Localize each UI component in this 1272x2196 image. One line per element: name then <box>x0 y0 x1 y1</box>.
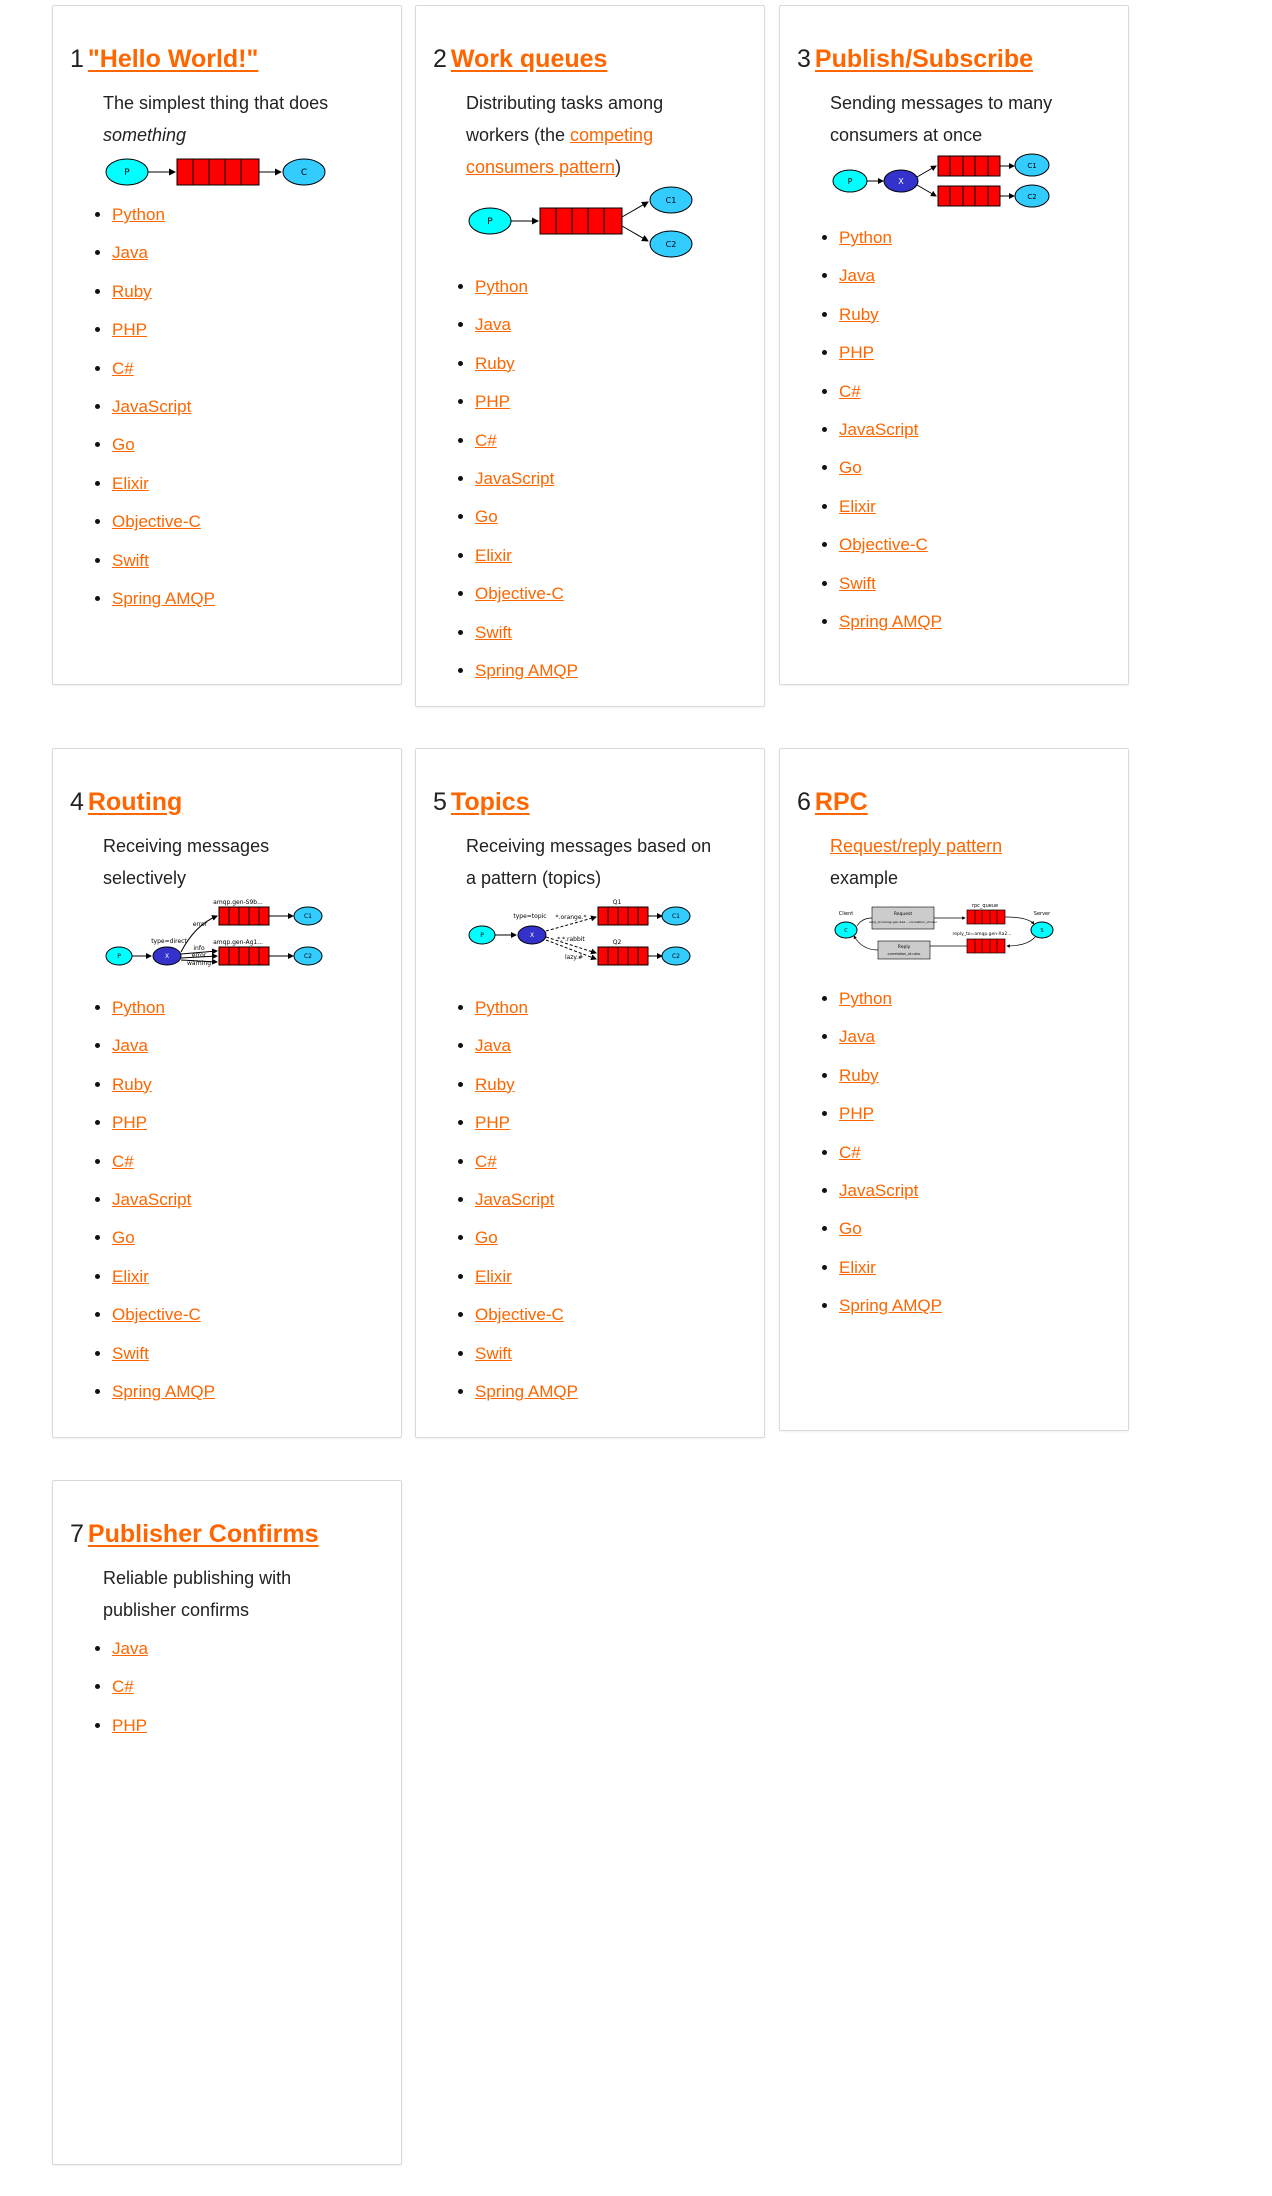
tutorial-description <box>830 830 1090 894</box>
language-list <box>820 986 942 1332</box>
queue-2-name: amqp.gen-Ag1... <box>213 939 263 946</box>
language-link-ruby[interactable]: Ruby <box>839 304 879 324</box>
language-link-python[interactable]: Python <box>839 228 892 247</box>
tutorial-title-link[interactable]: Publisher Confirms <box>87 1520 319 1548</box>
diagram-work-queues <box>468 184 698 260</box>
consumer-2-label: C2 <box>1027 193 1037 201</box>
exchange-label: X <box>898 177 904 186</box>
producer-label: P <box>847 177 853 186</box>
consumer-2-label: C2 <box>303 953 313 960</box>
language-item <box>475 543 578 581</box>
card-title <box>433 45 607 74</box>
language-item <box>112 240 215 278</box>
diagram-publish-subscribe <box>832 152 1062 208</box>
tutorial-number: 4 <box>70 788 84 816</box>
language-item <box>839 609 942 647</box>
tutorial-description <box>466 830 726 894</box>
language-item <box>475 620 578 658</box>
language-link-javascript[interactable]: JavaScript <box>112 1189 192 1209</box>
language-item <box>112 1110 215 1148</box>
tutorial-description <box>103 830 303 894</box>
language-link-elixir[interactable]: Elixir <box>839 496 876 516</box>
reply-message <box>878 941 930 959</box>
exchange-type: type=direct <box>151 938 187 945</box>
language-item <box>839 379 942 417</box>
tutorial-number: 3 <box>797 45 811 73</box>
language-item <box>475 1149 578 1187</box>
language-item <box>475 1264 578 1302</box>
language-link-php[interactable]: PHP <box>839 1104 874 1124</box>
language-link-php[interactable]: PHP <box>112 1113 147 1133</box>
language-item <box>112 1302 215 1340</box>
language-link-java[interactable]: Java <box>475 315 511 335</box>
language-item <box>112 1264 215 1302</box>
routing-key-error-2: error <box>191 952 207 959</box>
reply-queue-name: reply_to=amqp.gen-Xa2... <box>952 932 1012 937</box>
language-link-javascript[interactable]: JavaScript <box>839 1180 919 1200</box>
language-item <box>839 1101 942 1139</box>
consumer-1-label: C1 <box>1027 162 1037 170</box>
tutorial-number: 7 <box>70 1520 84 1548</box>
tutorial-description <box>466 87 696 183</box>
competing-consumers-link[interactable]: competing consumers pattern <box>466 125 654 177</box>
language-link-elixir[interactable]: Elixir <box>839 1257 876 1277</box>
language-item <box>839 494 942 532</box>
desc-text: Distributing tasks among workers (the <box>466 93 664 145</box>
language-item <box>112 279 215 317</box>
queue-2-name: Q2 <box>612 939 622 946</box>
language-item <box>112 394 215 432</box>
language-link-python[interactable]: Python <box>112 998 165 1017</box>
language-item <box>112 1674 148 1712</box>
language-link-ruby[interactable]: Ruby <box>839 1065 879 1085</box>
language-item <box>839 263 942 301</box>
consumer-2-label: C2 <box>671 953 681 960</box>
diagram-topics <box>468 897 698 979</box>
language-item <box>475 1225 578 1263</box>
language-link-ruby[interactable]: Ruby <box>112 281 152 301</box>
language-link-python[interactable]: Python <box>475 277 528 296</box>
tutorial-title-link[interactable]: Work queues <box>450 45 608 73</box>
language-link-php[interactable]: PHP <box>112 320 147 340</box>
consumer-1-label: C1 <box>303 913 313 920</box>
language-link-php[interactable]: PHP <box>475 392 510 412</box>
consumer-label: C <box>300 168 308 178</box>
queue-2 <box>938 186 1000 206</box>
queue-1 <box>938 156 1000 176</box>
language-link-ruby[interactable]: Ruby <box>475 353 515 373</box>
producer-label: P <box>480 932 484 939</box>
language-link-swift[interactable]: Swift <box>112 550 149 570</box>
language-link-objective-c[interactable]: Objective-C <box>475 1305 564 1325</box>
language-item <box>112 1072 215 1110</box>
desc-text: Receiving messages selectively <box>103 836 270 888</box>
language-item <box>839 1255 942 1293</box>
language-link-go[interactable]: Go <box>112 1228 135 1248</box>
rpc-queue <box>967 910 1005 924</box>
producer-label: P <box>487 217 493 227</box>
tutorial-title-link[interactable]: Topics <box>450 788 530 816</box>
language-link-go[interactable]: Go <box>839 458 862 478</box>
language-list <box>820 225 942 647</box>
request-reply-pattern-link[interactable]: Request/reply pattern <box>830 836 1003 856</box>
language-link-go[interactable]: Go <box>839 1219 862 1239</box>
producer-label: P <box>124 168 130 178</box>
language-link-elixir[interactable]: Elixir <box>112 473 149 493</box>
request-message <box>869 907 938 929</box>
card-title <box>797 788 868 817</box>
language-list <box>93 995 215 1417</box>
language-link-objective-c[interactable]: Objective-C <box>475 584 564 604</box>
language-link-objective-c[interactable]: Objective-C <box>112 512 201 532</box>
tutorial-title-link[interactable]: Routing <box>87 788 183 816</box>
language-link-objective-c[interactable]: Objective-C <box>839 535 928 555</box>
language-link-spring-amqp[interactable]: Spring AMQP <box>839 1296 942 1316</box>
language-link-spring-amqp[interactable]: Spring AMQP <box>475 1381 578 1401</box>
tutorial-title-link[interactable]: RPC <box>814 788 868 816</box>
binding-key-rabbit: *.*.rabbit <box>557 936 585 943</box>
language-item <box>839 1140 942 1178</box>
language-item <box>475 1302 578 1340</box>
language-link-php[interactable]: PHP <box>112 1715 147 1735</box>
language-item <box>475 1033 578 1071</box>
language-item <box>839 225 942 263</box>
language-item <box>112 356 215 394</box>
language-link-java[interactable]: Java <box>112 1036 148 1056</box>
language-item <box>839 417 942 455</box>
language-item <box>112 432 215 470</box>
language-link-csharp[interactable]: C# <box>112 358 134 378</box>
language-link-ruby[interactable]: Ruby <box>112 1074 152 1094</box>
tutorial-title-link[interactable]: Publish/Subscribe <box>814 45 1034 73</box>
language-link-csharp[interactable]: C# <box>112 1151 134 1171</box>
queue-1 <box>219 907 269 925</box>
language-link-python[interactable]: Python <box>475 998 528 1017</box>
desc-text: The simplest thing that does <box>103 93 329 113</box>
language-item <box>112 1636 148 1674</box>
language-item <box>475 581 578 619</box>
language-item <box>839 986 942 1024</box>
language-item <box>839 571 942 609</box>
language-item <box>112 1033 215 1071</box>
language-item <box>475 1341 578 1379</box>
exchange-label: X <box>164 953 170 960</box>
language-item <box>112 509 215 547</box>
language-item <box>839 340 942 378</box>
language-link-javascript[interactable]: JavaScript <box>475 468 555 488</box>
language-item <box>839 1024 942 1062</box>
server-letter: S <box>1040 928 1044 934</box>
language-link-spring-amqp[interactable]: Spring AMQP <box>112 588 215 608</box>
language-item <box>112 317 215 355</box>
language-link-swift[interactable]: Swift <box>839 573 876 593</box>
language-item <box>839 302 942 340</box>
language-link-go[interactable]: Go <box>112 435 135 455</box>
binding-key-lazy: lazy.# <box>564 954 584 961</box>
language-link-csharp[interactable]: C# <box>475 1151 497 1171</box>
card-title <box>433 788 530 817</box>
queue-1-name: Q1 <box>612 899 622 906</box>
tutorial-card-4 <box>52 748 402 1438</box>
language-item <box>475 428 578 466</box>
language-link-csharp[interactable]: C# <box>839 381 861 401</box>
language-item <box>112 202 215 240</box>
language-link-php[interactable]: PHP <box>839 343 874 363</box>
reply-queue <box>967 939 1005 953</box>
tutorial-card-3 <box>779 5 1129 685</box>
language-link-swift[interactable]: Swift <box>475 1343 512 1363</box>
language-item <box>475 995 578 1033</box>
language-link-java[interactable]: Java <box>839 266 875 286</box>
tutorial-number: 1 <box>70 45 84 73</box>
exchange-type: type=topic <box>513 913 547 920</box>
language-list <box>93 1636 148 1751</box>
language-link-swift[interactable]: Swift <box>475 622 512 642</box>
reply-detail: correlation_id=abc <box>887 952 921 956</box>
language-link-spring-amqp[interactable]: Spring AMQP <box>839 611 942 631</box>
queue-1 <box>598 907 648 925</box>
diagram-routing <box>105 897 335 979</box>
card-title <box>70 1520 319 1549</box>
server-name: Server <box>1033 911 1051 917</box>
queue <box>177 159 259 185</box>
language-link-spring-amqp[interactable]: Spring AMQP <box>475 660 578 680</box>
tutorial-description <box>830 87 1090 151</box>
language-item <box>112 995 215 1033</box>
language-item <box>839 1178 942 1216</box>
language-item <box>475 1187 578 1225</box>
tutorial-number: 6 <box>797 788 811 816</box>
card-title <box>797 45 1033 74</box>
language-link-elixir[interactable]: Elixir <box>112 1266 149 1286</box>
language-link-java[interactable]: Java <box>839 1027 875 1047</box>
language-list <box>456 995 578 1417</box>
language-link-csharp[interactable]: C# <box>112 1677 134 1697</box>
language-item <box>112 548 215 586</box>
desc-text: example <box>830 868 899 888</box>
diagram-hello-world <box>105 150 335 190</box>
language-link-python[interactable]: Python <box>839 989 892 1008</box>
desc-text-end: ) <box>615 157 622 177</box>
desc-text: Receiving messages based on a pattern (topics) <box>466 836 712 888</box>
language-item <box>475 351 578 389</box>
reply-label: Reply <box>897 945 911 950</box>
consumer-1-label: C1 <box>665 196 677 205</box>
language-link-elixir[interactable]: Elixir <box>475 545 512 565</box>
routing-key-error: error <box>192 921 208 928</box>
language-link-python[interactable]: Python <box>112 205 165 224</box>
language-item <box>839 455 942 493</box>
language-item <box>839 532 942 570</box>
language-item <box>475 1072 578 1110</box>
language-item <box>112 1341 215 1379</box>
client-name: Client <box>838 911 854 917</box>
tutorial-title-link[interactable]: "Hello World!" <box>87 45 259 73</box>
language-item <box>475 658 578 696</box>
queue <box>540 208 622 234</box>
language-item <box>112 471 215 509</box>
desc-emphasis: something <box>103 125 187 145</box>
language-item <box>475 1110 578 1148</box>
language-item <box>475 312 578 350</box>
queue-2 <box>598 947 648 965</box>
language-link-php[interactable]: PHP <box>475 1113 510 1133</box>
tutorial-number: 5 <box>433 788 447 816</box>
diagram-rpc <box>832 901 1062 965</box>
language-link-javascript[interactable]: JavaScript <box>112 396 192 416</box>
producer-label: P <box>117 953 121 960</box>
language-item <box>475 274 578 312</box>
desc-text: Reliable publishing with publisher confirms <box>103 1568 292 1620</box>
language-item <box>475 504 578 542</box>
language-item <box>112 1149 215 1187</box>
language-link-objective-c[interactable]: Objective-C <box>112 1305 201 1325</box>
tutorial-description <box>103 1562 333 1626</box>
language-link-swift[interactable]: Swift <box>112 1343 149 1363</box>
request-label: Request <box>893 912 913 917</box>
language-link-csharp[interactable]: C# <box>475 430 497 450</box>
language-item <box>475 389 578 427</box>
language-list <box>456 274 578 696</box>
language-item <box>839 1216 942 1254</box>
rpc-queue-name: rpc_queue <box>971 903 999 909</box>
routing-key-warning: warning <box>186 960 212 967</box>
language-item <box>839 1293 942 1331</box>
language-link-elixir[interactable]: Elixir <box>475 1266 512 1286</box>
tutorial-card-5 <box>415 748 765 1438</box>
language-link-java[interactable]: Java <box>112 1639 148 1658</box>
tutorial-card-6 <box>779 748 1129 1431</box>
queue-2 <box>219 947 269 965</box>
tutorial-card-7 <box>52 1480 402 2165</box>
language-item <box>475 1379 578 1417</box>
language-link-csharp[interactable]: C# <box>839 1142 861 1162</box>
language-item <box>112 1713 148 1751</box>
tutorial-card-1 <box>52 5 402 685</box>
consumer-1-label: C1 <box>671 913 681 920</box>
desc-text: Sending messages to many consumers at once <box>830 93 1053 145</box>
exchange-label: X <box>529 932 535 939</box>
request-detail: reply_to=amqp.gen-Xa2... correlation_id=abc <box>868 920 938 924</box>
language-link-go[interactable]: Go <box>475 507 498 527</box>
tutorial-number: 2 <box>433 45 447 73</box>
card-title <box>70 45 258 74</box>
language-item <box>839 1063 942 1101</box>
client-letter: C <box>844 928 848 934</box>
language-item <box>475 466 578 504</box>
language-link-javascript[interactable]: JavaScript <box>475 1189 555 1209</box>
language-list <box>93 202 215 624</box>
language-link-spring-amqp[interactable]: Spring AMQP <box>112 1381 215 1401</box>
tutorial-card-2 <box>415 5 765 707</box>
language-link-javascript[interactable]: JavaScript <box>839 419 919 439</box>
language-item <box>112 1225 215 1263</box>
card-title <box>70 788 182 817</box>
language-item <box>112 1379 215 1417</box>
binding-key-orange: *.orange.* <box>555 914 587 921</box>
consumer-2-label: C2 <box>665 240 677 249</box>
routing-key-info: info <box>193 945 205 952</box>
language-item <box>112 1187 215 1225</box>
language-link-java[interactable]: Java <box>112 243 148 263</box>
language-link-go[interactable]: Go <box>475 1228 498 1248</box>
language-link-ruby[interactable]: Ruby <box>475 1074 515 1094</box>
queue-1-name: amqp.gen-S9b... <box>213 899 263 906</box>
language-link-java[interactable]: Java <box>475 1036 511 1056</box>
language-item <box>112 586 215 624</box>
tutorial-description <box>103 87 363 151</box>
